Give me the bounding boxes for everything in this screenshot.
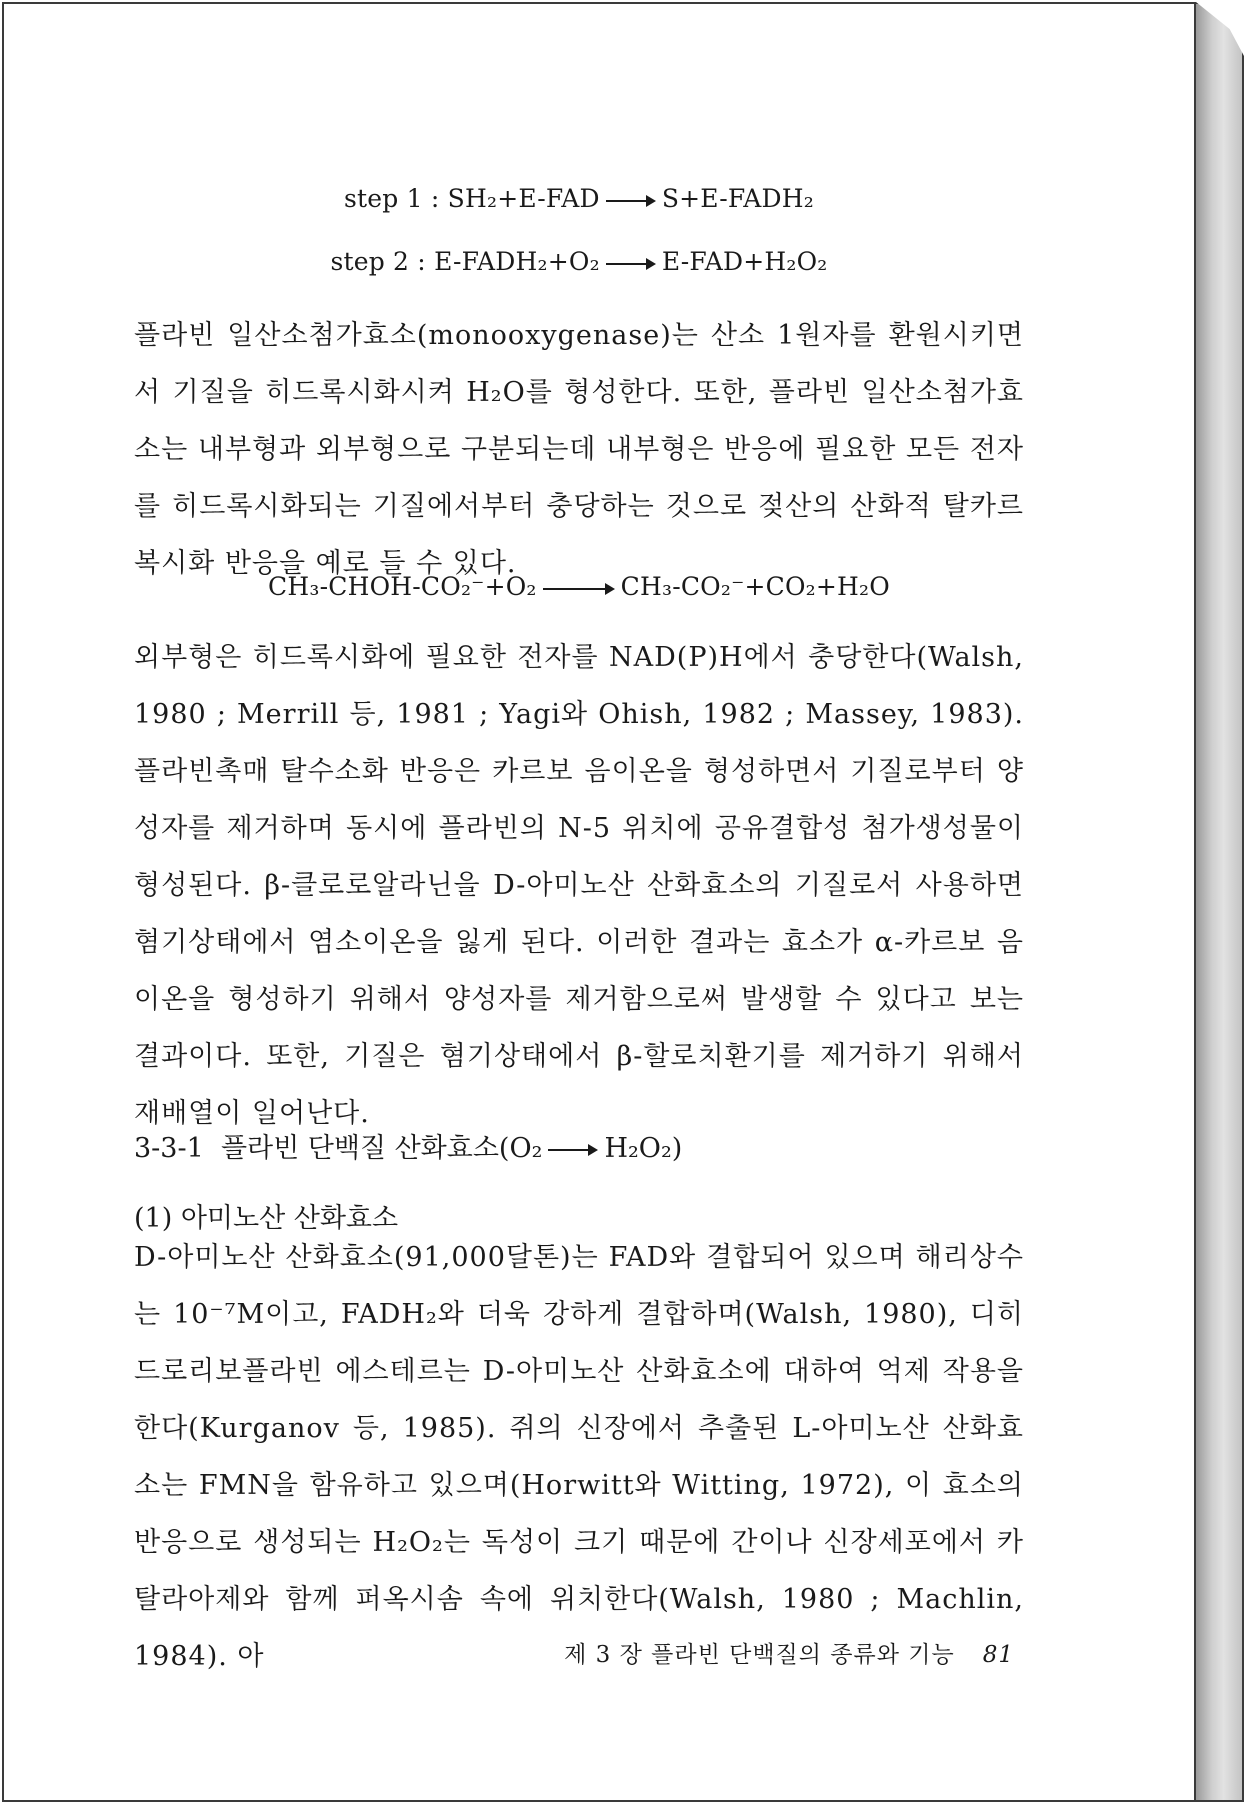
- equation-step1: step 1 : SH₂+E-FAD S+E-FADH₂: [344, 184, 814, 213]
- footer-chapter-title: 제 3 장 플라빈 단백질의 종류와 기능: [564, 1642, 955, 1668]
- reaction-arrow-icon: [543, 583, 615, 595]
- page-footer: [134, 1636, 1014, 1669]
- reaction-arrow-icon: [606, 195, 656, 207]
- paragraph-external-type: 외부형은 히드록시화에 필요한 전자를 NAD(P)H에서 충당한다(Walsh, 1980 ; Merrill 등, 1981 ; Yagi와 Ohish, 1982 ; Massey, 1983). 플라빈촉매 탈수소화 반응은 카르보 음이온을 형성하면서 기질로부터 양성자를 제거하며 동시에 플라빈의 N-5 위치에 공유결합성 첨가생성물이 형성된다. β-클로로알라닌을 D-아미노산 산화효소의 기질로서 사용하면 혐기상태에서 염소이온을 잃게 된다. 이러한 결과는 효소가 α-카르보 음이온을 형성하기 위해서 양성자를 제거함으로써 발생할 수 있다고 보는 결과이다. 또한, 기질은 혐기상태에서 β-할로치환기를 제거하기 위해서 재배열이 일어난다.: [134, 642, 1024, 1129]
- book-page: [2, 2, 1196, 1802]
- section-heading: 3-3-1 플라빈 단백질 산화효소(O₂ H₂O₂): [134, 1133, 683, 1164]
- equation-lactate: CH₃-CHOH-CO₂⁻+O₂ CH₃-CO₂⁻+CO₂+H₂O: [268, 572, 890, 601]
- paragraph-amino-acid-oxidase: D-아미노산 산화효소(91,000달톤)는 FAD와 결합되어 있으며 해리상수는 10⁻⁷M이고, FADH₂와 더욱 강하게 결합하며(Walsh, 1980), 디히드로리보플라빈 에스테르는 D-아미노산 산화효소에 대하여 억제 작용을 한다(Kurganov 등, 1985). 쥐의 신장에서 추출된 L-아미노산 산화효소는 FMN을 함유하고 있으며(Horwitt와 Witting, 1972), 이 효소의 반응으로 생성되는 H₂O₂는 독성이 크기 때문에 간이나 신장세포에서 카탈라아제와 함께 퍼옥시솜 속에 위치한다(Walsh, 1980 ; Machlin, 1984). 아: [134, 1242, 1024, 1672]
- reaction-arrow-icon: [548, 1144, 598, 1156]
- reaction-arrow-icon: [606, 258, 656, 270]
- subsection-heading: (1) 아미노산 산화효소: [134, 1203, 399, 1234]
- book-spine-edge: [1196, 2, 1244, 1802]
- paragraph-monooxygenase: 플라빈 일산소첨가효소(monooxygenase)는 산소 1원자를 환원시키면서 기질을 히드록시화시켜 H₂O를 형성한다. 또한, 플라빈 일산소첨가효소는 내부형과 외부형으로 구분되는데 내부형은 반응에 필요한 모든 전자를 히드록시화되는 기질에서부터 충당하는 것으로 젖산의 산화적 탈카르복시화 반응을 예로 들 수 있다.: [134, 320, 1024, 579]
- equation-step2: step 2 : E-FADH₂+O₂ E-FAD+H₂O₂: [330, 247, 828, 276]
- page-number: 81: [982, 1642, 1014, 1668]
